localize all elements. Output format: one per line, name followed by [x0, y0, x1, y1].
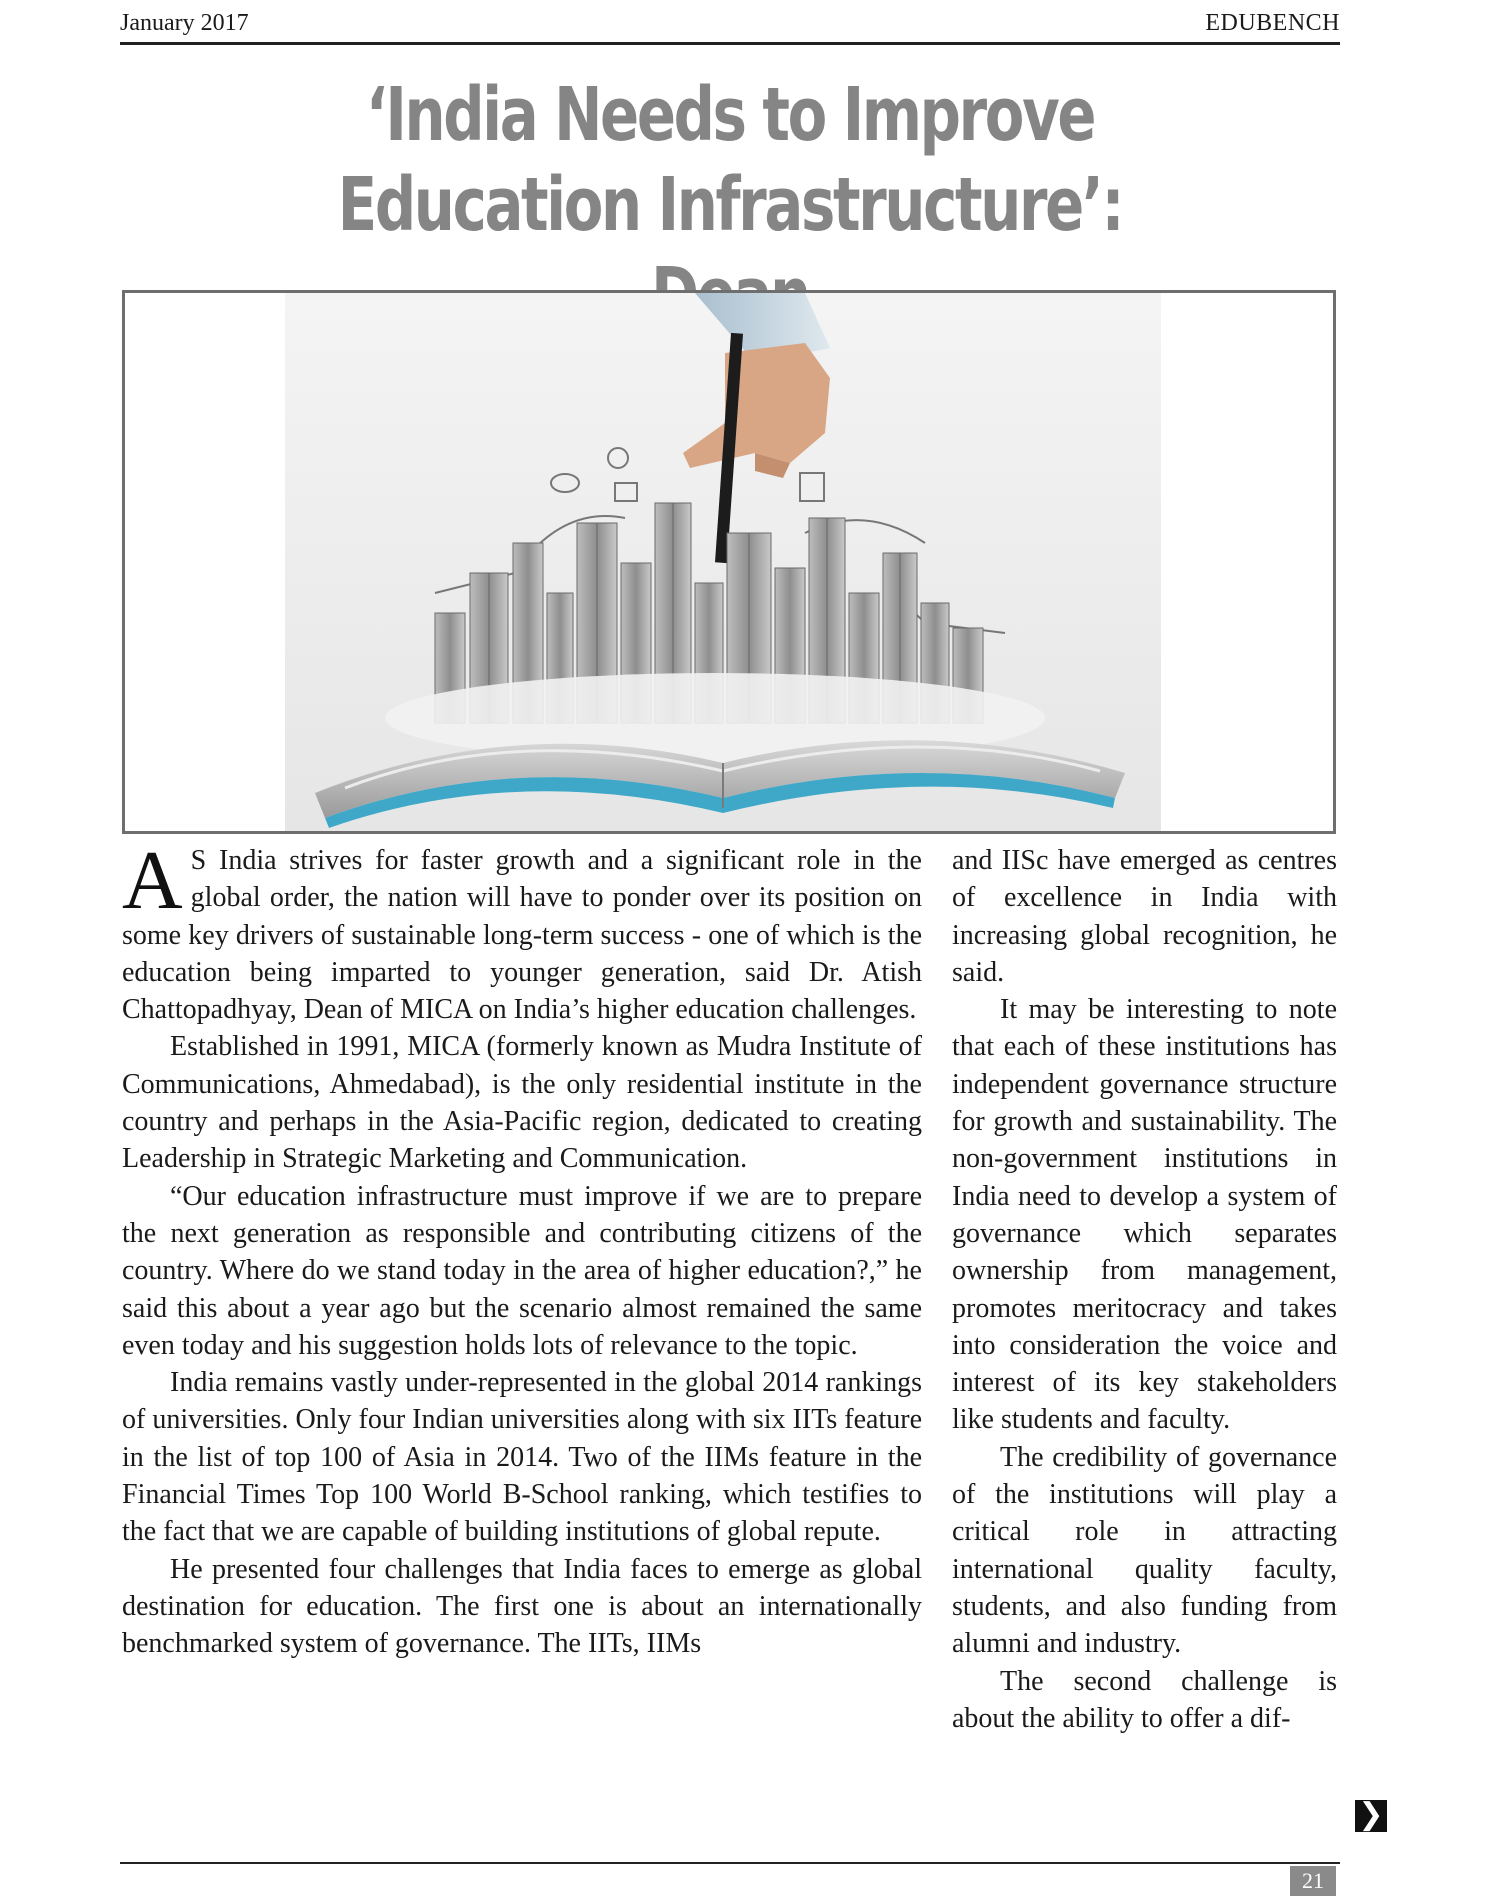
article-paragraph: It may be interesting to note that each of these institutions has independent governance structure for growth and sustainability. The non-government institutions in India need to develop a system of governance which separates ownership from management, promotes meritocracy and takes into consideration the voice and interest of its key stakeholders like students and faculty.	[952, 994, 1337, 1436]
article-paragraph: India remains vastly under-represented in the global 2014 rankings of universities. Only four Indian universities along with six IITs feature in the list of top 100 of Asia in 2014. Two of the IIMs feature in the Financial Times Top 100 World B-School ranking, which testifies to the fact that we are capable of building institutions of global repute.	[122, 1367, 922, 1548]
next-page-arrow-icon[interactable]: ❯	[1355, 1800, 1387, 1832]
article-column-left	[122, 834, 922, 1663]
issue-date: January 2017	[120, 10, 249, 36]
article-paragraph: The second challenge is about the ability to offer a dif-	[952, 1665, 1337, 1734]
article-paragraph: The credibility of governance of the institutions will play a critical role in attracting international quality faculty, students, and also funding from alumni and industry.	[952, 1441, 1337, 1660]
drop-cap: A	[122, 834, 183, 927]
footer-rule	[120, 1862, 1340, 1864]
article-paragraph: and IISc have emerged as centres of excellence in India with increasing global recognition, he said.	[952, 845, 1337, 988]
article-title: ‘India Needs to Improve Education Infrastructure’:	[337, 72, 1123, 248]
article-paragraph: A S India strives for faster growth and a significant role in the global order, the nation will have to ponder over its position on some key drivers of sustainable long-term success - one of which is the education being imparted to younger generation, said Dr. Atish Chattopadhyay, Dean of MICA on India’s higher education challenges.	[122, 834, 922, 1026]
magazine-name: EDUBENCH	[1205, 10, 1340, 36]
article-column-right	[952, 842, 1337, 1737]
article-paragraph: He presented four challenges that India faces to emerge as global destination for education. The first one is about an internationally benchmarked system of governance. The IITs, IIMs	[122, 1553, 922, 1660]
article-paragraph: Established in 1991, MICA (formerly known as Mudra Institute of Communications, Ahmedabad), is the only residential institute in the country and perhaps in the Asia-Pacific region, dedicated to creating Leadership in Strategic Marketing and Communication.	[122, 1031, 922, 1175]
page-number: 21	[1290, 1866, 1336, 1896]
article-paragraph: “Our education infrastructure must improve if we are to prepare the next generation as responsible and contributing citizens of the country. Where do we stand today in the area of higher education?,” he said this about a year ago but the scenario almost remained the same even today and his suggestion holds lots of relevance to the topic.	[122, 1180, 922, 1361]
article-figure	[122, 290, 1336, 834]
header-rule	[120, 42, 1340, 45]
city-on-book-illustration	[285, 293, 1161, 831]
